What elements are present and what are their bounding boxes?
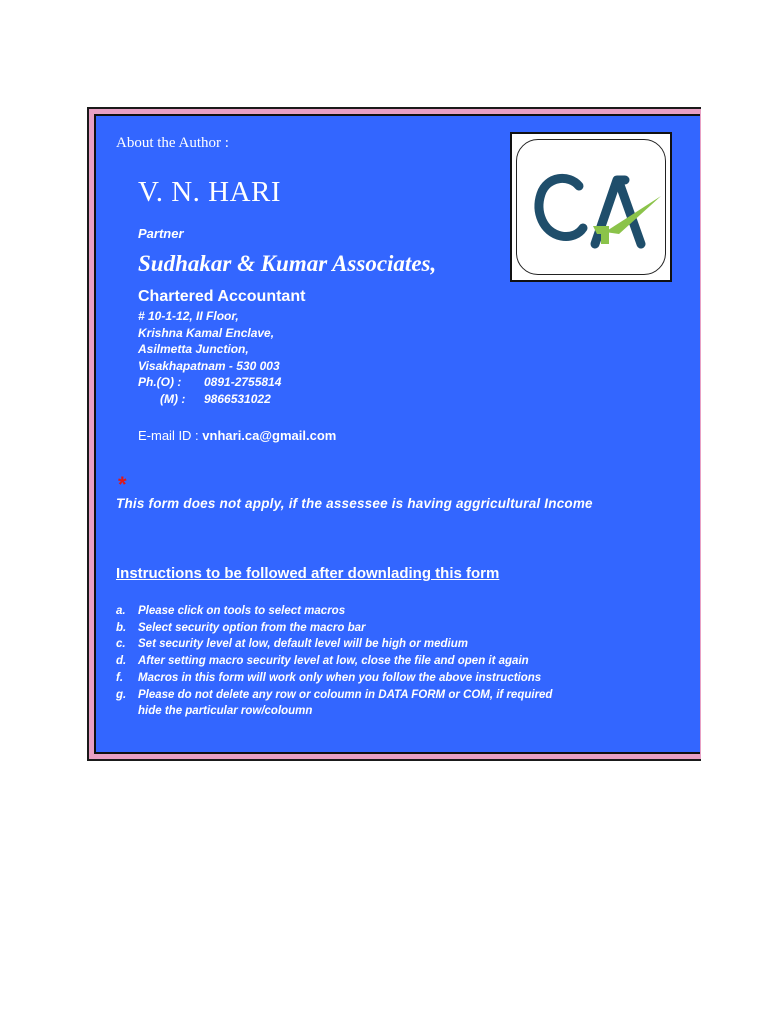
author-role: Partner [138,226,184,241]
email-label: E-mail ID : [138,428,199,443]
list-item [116,653,552,670]
address-line: # 10-1-12, II Floor, [138,309,239,323]
note-text: This form does not apply, if the assessee is having aggricultural Income [116,496,593,511]
instructions-list [116,603,552,720]
email-link[interactable]: vnhari.ca@gmail.com [202,428,337,443]
phone-office-row [138,374,281,391]
step-text: Select security option from the macro bar [138,621,366,634]
step-text: Please click on tools to select macros [138,605,346,617]
phone-mobile-row [138,391,281,408]
step-letter: c. [116,638,126,651]
profession: Chartered Accountant [138,288,306,305]
logo-frame [510,132,672,282]
list-item [116,687,552,704]
ca-logo-graphic [517,140,665,274]
step-letter: f. [116,671,124,684]
phone-mobile-label: (M) : [160,391,186,406]
step-text: Macros in this form will work only when you follow the above instructions [138,671,542,684]
step-letter: g. [116,688,127,701]
firm-name: Sudhakar & Kumar Associates, [138,251,437,276]
step-letter: b. [116,621,127,634]
ca-logo-icon [516,139,666,275]
step-text: Please do not delete any row or coloumn in DATA FORM or COM, if required [138,688,553,701]
address-block [138,308,281,407]
phone-office-label: Ph.(O) : [138,375,182,389]
phone-mobile: 9866531022 [204,391,271,406]
address-line: Krishna Kamal Enclave, [138,325,275,340]
author-name: V. N. HARI [138,176,282,208]
email-row [138,428,336,443]
step-letter: d. [116,655,127,668]
address-line: Visakhapatnam - 530 003 [138,358,280,373]
about-heading: About the Author : [116,135,229,151]
step-text: Set security level at low, default level will be high or medium [138,638,468,651]
phone-office: 0891-2755814 [204,375,282,389]
step-continuation: hide the particular row/coloumn [138,705,313,718]
instructions-heading: Instructions to be followed after downlading this form [116,565,500,582]
list-item [116,603,552,620]
author-panel [94,114,700,754]
step-letter: a. [116,605,126,617]
note-marker: * [118,472,127,497]
address-line: Asilmetta Junction, [138,342,249,356]
list-item [116,636,552,653]
step-text: After setting macro security level at low, close the file and open it again [138,655,529,668]
list-item [116,620,552,637]
list-item [116,670,552,687]
